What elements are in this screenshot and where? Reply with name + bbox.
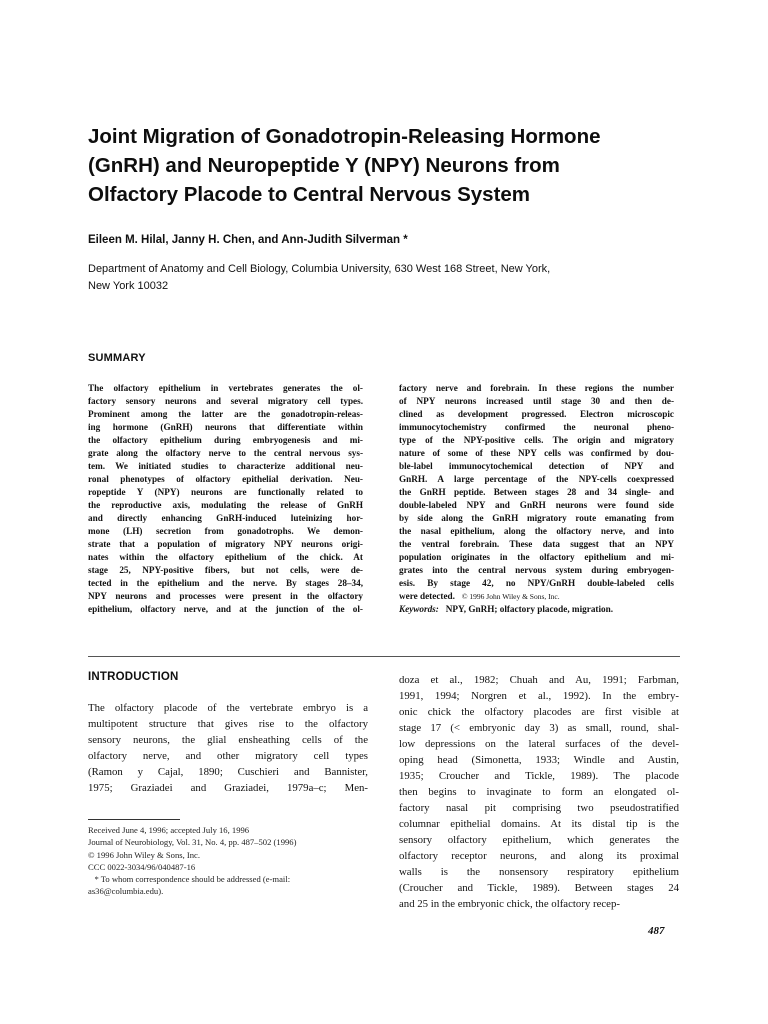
intro-line: 1975; Graziadei and Graziadei, 1979a–c; Men-	[88, 782, 368, 794]
summary-line: tected in the epithelium and the nerve. By stages 28–34,	[88, 578, 363, 588]
summary-line: ronal phenotypes of olfactory epithelial derivation. Neu-	[88, 474, 363, 484]
intro-left-column	[88, 700, 368, 796]
intro-line: sensory neurons, the glial ensheathing cells of the	[88, 734, 368, 746]
summary-line: grates into the central nervous system during embryogen-	[399, 565, 674, 575]
summary-line: clined as development progressed. Electron microscopic	[399, 409, 674, 419]
summary-copyright: © 1996 John Wiley & Sons, Inc.	[461, 592, 560, 601]
intro-line: walls is the nonsensory respiratory epithelium	[399, 866, 679, 878]
footnote-line: Journal of Neurobiology, Vol. 31, No. 4, pp. 487–502 (1996)	[88, 837, 297, 848]
page-number: 487	[648, 925, 665, 937]
summary-end-text: were detected.	[399, 591, 455, 601]
intro-right-column	[399, 672, 679, 912]
intro-line: stage 17 (< embryonic day 3) as small, round, shal-	[399, 722, 679, 734]
summary-line: The olfactory epithelium in vertebrates generates the ol-	[88, 383, 363, 393]
footnote-divider	[88, 819, 180, 820]
summary-line	[399, 590, 674, 603]
summary-line: the reproductive axis, modulating the release of GnRH	[88, 500, 363, 510]
summary-heading: SUMMARY	[88, 352, 146, 364]
summary-line: GnRH. A large percentage of the NPY-cells coexpressed	[399, 474, 674, 484]
summary-line: tem. We initiated studies to characterize additional neu-	[88, 461, 363, 471]
summary-left-column	[88, 382, 363, 616]
summary-line: the GnRH peptide. Between stages 28 and 34 single- and	[399, 487, 674, 497]
intro-line: (Ramon y Cajal, 1890; Cuschieri and Bannister,	[88, 766, 368, 778]
intro-line: onic chick the olfactory placodes are first visible at	[399, 706, 679, 718]
intro-line: factory nasal pit comprising two pseudostratified	[399, 802, 679, 814]
affiliation-line: Department of Anatomy and Cell Biology, Columbia University, 630 West 168 Street, New York,	[88, 263, 551, 275]
summary-line: the nasal epithelium, along the olfactory nerve, and into	[399, 526, 674, 536]
summary-line: Prominent among the latter are the gonadotropin-releas-	[88, 409, 363, 419]
affiliation-line: New York 10032	[88, 280, 169, 292]
article-title	[88, 122, 728, 209]
summary-line: mone (LH) secretion from gonadotrophs. We demon-	[88, 526, 363, 536]
summary-line: nates within the olfactory epithelium of the chick. At	[88, 552, 363, 562]
title-line: (GnRH) and Neuropeptide Y (NPY) Neurons from	[88, 154, 560, 177]
intro-line: (Croucher and Tickle, 1989). Between stages 24	[399, 882, 679, 894]
summary-line: ble-label immunocytochemical detection of NPY and	[399, 461, 674, 471]
summary-line: factory sensory neurons and several migratory cell types.	[88, 396, 363, 406]
intro-line: 1991, 1994; Norgren et al., 1992). In the embry-	[399, 690, 679, 702]
section-divider	[88, 656, 680, 657]
summary-line: esis. By stage 42, no NPY/GnRH double-labeled cells	[399, 578, 674, 588]
intro-line: sensory olfactory epithelium, which generates the	[399, 834, 679, 846]
keywords-line	[399, 603, 674, 616]
footnote-line: © 1996 John Wiley & Sons, Inc.	[88, 849, 201, 860]
summary-line: immunocytochemistry confirmed the neuronal pheno-	[399, 422, 674, 432]
affiliation	[88, 261, 688, 295]
summary-right-column	[399, 382, 674, 616]
summary-line: the olfactory epithelium during embryogenesis and mi-	[88, 435, 363, 445]
footnotes	[88, 824, 358, 898]
summary-line: stage 25, NPY-positive fibers, but not cells, were de-	[88, 565, 363, 575]
intro-line: columnar epithelial domains. At its distal tip is the	[399, 818, 679, 830]
intro-line: oping head (Simonetta, 1933; Windle and Austin,	[399, 754, 679, 766]
title-line: Olfactory Placode to Central Nervous System	[88, 183, 531, 206]
summary-line: and directly enhancing GnRH-induced luteinizing hor-	[88, 513, 363, 523]
intro-line: low depressions on the lateral surfaces of the devel-	[399, 738, 679, 750]
footnote-line: Received June 4, 1996; accepted July 16, 1996	[88, 825, 250, 835]
summary-line: nature of some of these NPY cells was confirmed by dou-	[399, 448, 674, 458]
footnote-line: as36@columbia.edu).	[88, 886, 164, 897]
intro-line: olfactory nerve, and other migratory cell types	[88, 750, 368, 762]
summary-line: type of the NPY-positive cells. The origin and migratory	[399, 435, 674, 445]
summary-line: grate along the olfactory nerve to the central nervous sys-	[88, 448, 363, 458]
intro-line: The olfactory placode of the vertebrate embryo is a	[88, 702, 368, 714]
summary-line: by side along the GnRH migratory route emanating from	[399, 513, 674, 523]
summary-line: factory nerve and forebrain. In these regions the number	[399, 383, 674, 393]
summary-line: of NPY neurons increased until stage 30 and then de-	[399, 396, 674, 406]
intro-line: 1935; Croucher and Tickle, 1989). The placode	[399, 770, 679, 782]
summary-line: NPY neurons and processes were present in the olfactory	[88, 591, 363, 601]
author-list: Eileen M. Hilal, Janny H. Chen, and Ann-Judith Silverman *	[88, 234, 408, 246]
intro-line: then begins to invaginate to form an elongated ol-	[399, 786, 679, 798]
summary-line: epithelium, olfactory nerve, and at the junction of the ol-	[88, 604, 363, 614]
summary-line: ing hormone (GnRH) neurons that differentiate within	[88, 422, 363, 432]
intro-line: multipotent structure that gives rise to the olfactory	[88, 718, 368, 730]
summary-line: double-labeled NPY and GnRH neurons were found side	[399, 500, 674, 510]
summary-line: the ventral forebrain. These data suggest that an NPY	[399, 539, 674, 549]
introduction-heading: INTRODUCTION	[88, 671, 179, 683]
intro-line: and 25 in the embryonic chick, the olfactory recep-	[399, 898, 620, 910]
title-line: Joint Migration of Gonadotropin-Releasing Hormone	[88, 125, 601, 148]
summary-line: ropeptide Y (NPY) neurons are functionally related to	[88, 487, 363, 497]
keywords-label: Keywords:	[399, 604, 439, 614]
summary-line: strate that a population of migratory NPY neurons origi-	[88, 539, 363, 549]
keywords-text: NPY, GnRH; olfactory placode, migration.	[445, 604, 614, 614]
footnote-line: CCC 0022-3034/96/040487-16	[88, 861, 196, 872]
intro-line: doza et al., 1982; Chuah and Au, 1991; Farbman,	[399, 674, 679, 686]
summary-line: population originates in the olfactory epithelium and mi-	[399, 552, 674, 562]
intro-line: olfactory receptor neurons, and along its proximal	[399, 850, 679, 862]
footnote-line: * To whom correspondence should be addressed (e-mail:	[88, 874, 291, 885]
